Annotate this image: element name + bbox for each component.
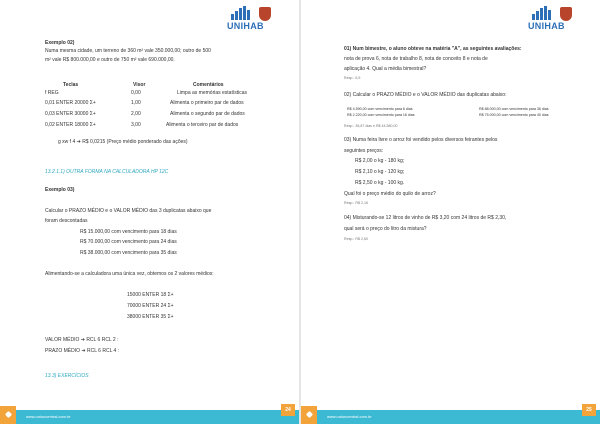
page-footer	[301, 407, 600, 424]
unihab-logo	[528, 6, 572, 36]
question-1-answer: Resp.: 6,5	[344, 76, 361, 80]
prazo-medio-line: PRAZO MÉDIO ➔ RCL 6 RCL 4 :	[45, 348, 120, 354]
question-2-duplicate: R$ 75.000,00 com vencimento para 40 dias	[479, 113, 549, 117]
logo-wordmark: UNIHAB	[227, 21, 264, 31]
right-page	[301, 0, 600, 424]
question-3-item: R$ 2,10 o kg - 120 kg;	[355, 169, 405, 175]
question-3-item: R$ 2,00 o kg - 180 kg;	[355, 158, 405, 164]
question-4-text: 04) Misturando-se 12 litros de vinho de R$ 3,20 com 24 litros de R$ 2,30,	[344, 215, 507, 221]
unihab-logo	[227, 6, 271, 36]
feed-text: Alimentando-se a calculadora uma única vez, obtemos os 2 valores médios:	[45, 271, 214, 277]
example-2-text: Numa mesma cidade, um terreno de 360 m² vale 350.000,00; outro de 500	[45, 48, 211, 54]
calc-step: 38000 ENTER 35 Σ+	[127, 314, 174, 320]
question-2-duplicate: R$ 88.000,00 com vencimento para 36 dias	[479, 107, 549, 111]
table-header-teclas: Teclas	[63, 82, 79, 88]
section-heading: 13.2.1.1) OUTRA FORMA NA CALCULADORA HP 12C	[45, 169, 169, 175]
table-cell: 3,00	[131, 122, 141, 128]
question-4-text: qual será o preço do litro da mistura?	[344, 226, 427, 232]
table-cell: f REG	[45, 90, 59, 96]
table-cell: 0,03 ENTER 30000 Σ+	[45, 111, 96, 117]
table-cell: 0,01 ENTER 20000 Σ+	[45, 100, 96, 106]
question-2-text: 02) Calcular o PRAZO MÉDIO e o VALOR MÉDIO das duplicatas abaixo:	[344, 92, 507, 98]
question-2-duplicate: R$ 2.220,00 com vencimento para 16 dias	[347, 113, 415, 117]
calc-step: 15000 ENTER 18 Σ+	[127, 292, 174, 298]
calc-step: 70000 ENTER 24 Σ+	[127, 303, 174, 309]
footer-tab-icon	[0, 406, 16, 424]
table-cell: 0,00	[131, 90, 141, 96]
example-2-text: m² vale R$ 800.000,00 e outro de 750 m² vale 690.000,00.	[45, 57, 175, 63]
weighted-average-line: g xw f 4 ➔ R$ 0,0215 (Preço médio ponderado das ações)	[58, 139, 188, 145]
example-3-title: Exemplo 03)	[45, 187, 75, 193]
table-cell: Alimenta o primeiro par de dados	[170, 100, 244, 106]
footer-url: www.unioncentral.com.br	[327, 414, 372, 419]
question-1-text	[344, 46, 522, 53]
seal-icon	[560, 7, 572, 21]
question-3-text: seguintes preços:	[344, 148, 384, 154]
seal-icon	[259, 7, 271, 21]
section-heading: 13.3) EXERCÍCIOS	[45, 373, 89, 379]
page-footer	[0, 407, 299, 424]
duplicate-item: R$ 15.000,00 com vencimento para 18 dias	[80, 229, 177, 235]
logo-wordmark: UNIHAB	[528, 21, 565, 31]
table-cell: Alimenta o segundo par de dados	[170, 111, 245, 117]
table-cell: Limpa as memórias estatísticas	[177, 90, 248, 96]
example-3-text: foram descontadas	[45, 218, 88, 224]
question-1-text-line: 01) Num bimestre, o aluno obteve na matéria "A", as seguintes avaliações:	[344, 46, 522, 52]
table-cell: 2,00	[131, 111, 141, 117]
table-cell: 1,00	[131, 100, 141, 106]
table-cell: Alimenta o terceiro par de dados	[166, 122, 239, 128]
question-2-answer: Resp.: 36,87 dias e R$ 44.580,00	[344, 124, 398, 128]
duplicate-item: R$ 70.000,00 com vencimento para 24 dias	[80, 239, 177, 245]
question-1-text: aplicação 4. Qual a média bimestral?	[344, 66, 427, 72]
question-2-duplicate: R$ 4.590,00 com vencimento para 6 dias	[347, 107, 413, 111]
example-2-title: Exemplo 02)	[45, 40, 75, 46]
left-page	[0, 0, 299, 424]
table-cell: 0,02 ENTER 18000 Σ+	[45, 122, 96, 128]
question-3-text: 03) Numa feira livre o arroz foi vendido pelos diversos feirantes pelos	[344, 137, 498, 143]
question-3-question: Qual foi o preço médio do quilo de arroz?	[344, 191, 436, 197]
page-number: 24	[281, 404, 295, 416]
logo-bars-icon	[231, 6, 253, 20]
logo-bars-icon	[532, 6, 554, 20]
question-3-item: R$ 2,50 o kg - 100 kg.	[355, 180, 405, 186]
question-3-answer: Resp.: R$ 2,16	[344, 201, 368, 205]
valor-medio-line: VALOR MÉDIO ➔ RCL 6 RCL 2 :	[45, 337, 119, 343]
question-1-text: nota de prova 6, nota de trabalho 8, nota de conceito 8 e nota de	[344, 56, 488, 62]
question-4-answer: Resp.: R$ 2,60	[344, 237, 368, 241]
page-number: 25	[582, 404, 596, 416]
table-header-visor: Visor	[133, 82, 146, 88]
table-header-comentarios: Comentários	[193, 82, 224, 88]
footer-tab-icon	[301, 406, 317, 424]
footer-url: www.unioncentral.com.br	[26, 414, 71, 419]
duplicate-item: R$ 38.000,00 com vencimento para 35 dias	[80, 250, 177, 256]
example-3-text: Calcular o PRAZO MÉDIO e o VALOR MÉDIO das 3 duplicatas abaixo que	[45, 208, 212, 214]
